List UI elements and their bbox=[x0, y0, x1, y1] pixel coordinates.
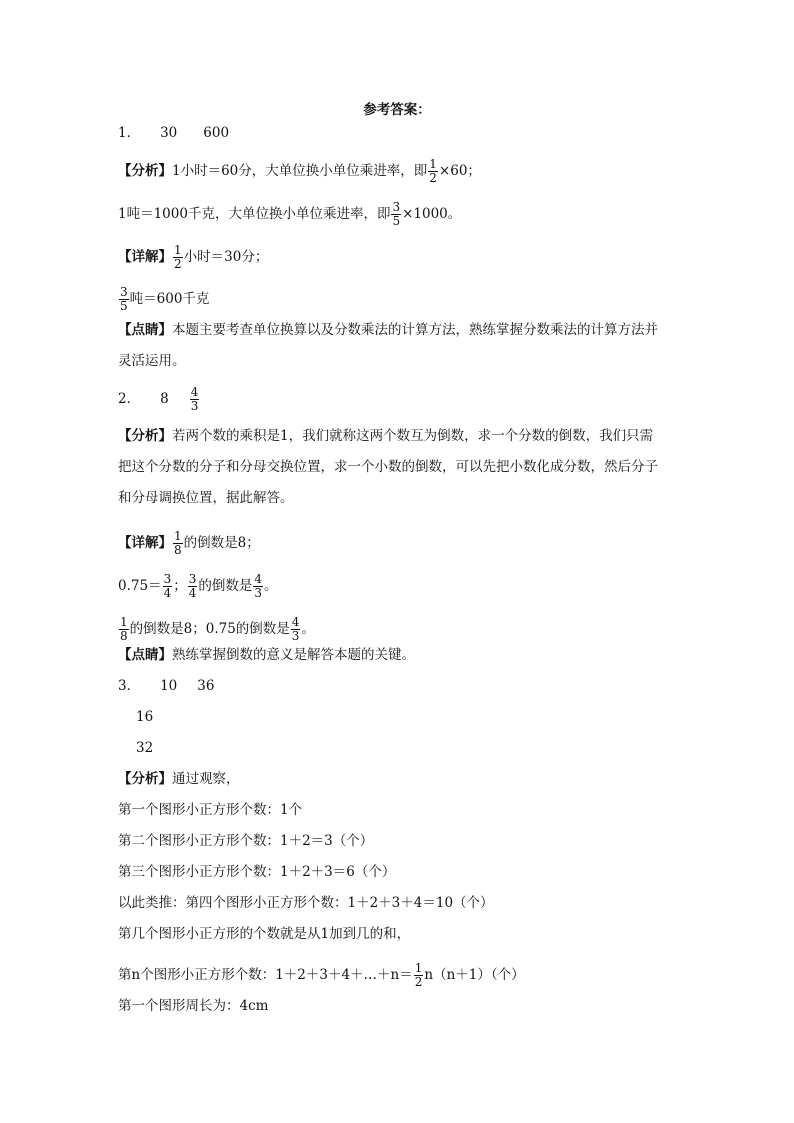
fraction: $\frac{3}{5}$ bbox=[392, 200, 401, 228]
q3-number: 3． bbox=[118, 678, 141, 694]
fraction: $\frac{3}{4}$ bbox=[163, 572, 172, 600]
q3-n-line: 第n个图形小正方形个数：1＋2＋3＋4＋…＋n＝ $\frac{1}{2}$ n（n＋1）（个） bbox=[118, 961, 525, 989]
q3-analysis: 【分析】通过观察， bbox=[118, 771, 240, 787]
fraction: $\frac{1}{8}$ bbox=[120, 615, 128, 643]
q1-number: 1． bbox=[118, 125, 141, 141]
fraction: $\frac{4}{3}$ bbox=[254, 572, 262, 600]
q3-line-5: 第几个图形小正方形的个数就是从1加到几的和， bbox=[118, 926, 411, 942]
q2-analysis: 【分析】若两个数的乘积是1，我们就称这两个数互为倒数，求一个分数的倒数，我们只需 bbox=[118, 428, 654, 444]
detail-tag: 【详解】 bbox=[118, 249, 172, 265]
q1-analysis: 【分析】1小时＝60分，大单位换小单位乘进率，即 $\frac{1}{2}$ ×60； bbox=[118, 157, 481, 185]
q1-analysis-text: 1小时＝60分，大单位换小单位乘进率，即 bbox=[172, 163, 428, 179]
fraction: $\frac{1}{8}$ bbox=[174, 529, 182, 557]
q3-line-2: 第二个图形小正方形个数：1＋2＝3（个） bbox=[118, 833, 374, 849]
q2-analysis-3: 和分母调换位置，据此解答。 bbox=[118, 490, 294, 506]
q3-last-line: 第一个图形周长为：4cm bbox=[118, 998, 269, 1014]
analysis-tag: 【分析】 bbox=[118, 771, 172, 787]
q2-answer-line bbox=[118, 386, 200, 413]
fraction: $\frac{1}{2}$ bbox=[174, 243, 182, 271]
q2-detail: 【详解】 $\frac{1}{8}$ 的倒数是8； bbox=[118, 529, 260, 557]
page-title: 参考答案： bbox=[363, 102, 431, 118]
analysis-tag: 【分析】 bbox=[118, 163, 172, 179]
q1-comment-2: 灵活运用。 bbox=[118, 353, 186, 369]
q2-number: 2． bbox=[118, 391, 141, 407]
fraction: $\frac{1}{2}$ bbox=[429, 157, 437, 185]
q1-detail: 【详解】 $\frac{1}{2}$ 小时＝30分； bbox=[118, 243, 269, 271]
q2-comment: 【点睛】熟练掌握倒数的意义是解答本题的关键。 bbox=[118, 647, 415, 663]
q1-detail-2: $\frac{3}{5}$ 吨＝600千克 bbox=[120, 285, 210, 313]
q1-comment: 【点睛】本题主要考查单位换算以及分数乘法的计算方法，熟练掌握分数乘法的计算方法并 bbox=[118, 322, 658, 338]
q1-analysis-2: 1吨＝1000千克，大单位换小单位乘进率，即 $\frac{3}{5}$ ×1000。 bbox=[118, 200, 462, 228]
q3-answer-4: 32 bbox=[136, 740, 154, 756]
detail-tag: 【详解】 bbox=[118, 535, 172, 551]
q3-answer-2: 36 bbox=[197, 678, 215, 694]
comment-tag: 【点睛】 bbox=[118, 322, 172, 338]
comment-tag: 【点睛】 bbox=[118, 647, 172, 663]
q1-answer-2: 600 bbox=[203, 125, 230, 141]
q3-line-4: 以此类推：第四个图形小正方形个数：1＋2＋3＋4＝10（个） bbox=[118, 895, 494, 911]
q3-line-1: 第一个图形小正方形个数：1个 bbox=[118, 802, 303, 818]
q3-line-3: 第三个图形小正方形个数：1＋2＋3＝6（个） bbox=[118, 864, 396, 880]
q2-answer-2: $\frac{4}{3}$ bbox=[190, 385, 199, 413]
q2-detail-3: $\frac{1}{8}$ 的倒数是8；0.75的倒数是 $\frac{4}{3}$ 。 bbox=[120, 615, 315, 643]
q2-analysis-2: 把这个分数的分子和分母交换位置，求一个小数的倒数，可以先把小数化成分数，然后分子 bbox=[118, 459, 658, 475]
q2-answer-1: 8 bbox=[160, 391, 169, 407]
fraction: $\frac{3}{4}$ bbox=[188, 572, 197, 600]
q2-detail-2: 0.75＝ $\frac{3}{4}$ ； $\frac{3}{4}$ 的倒数是 $\frac{4}{3}$ 。 bbox=[118, 572, 278, 600]
q3-answer-3: 16 bbox=[136, 709, 154, 725]
fraction: $\frac{3}{5}$ bbox=[120, 285, 128, 313]
fraction: $\frac{4}{3}$ bbox=[291, 615, 300, 643]
fraction: $\frac{1}{2}$ bbox=[414, 961, 423, 989]
q3-answer-1: 10 bbox=[160, 678, 178, 694]
q1-answer-1: 30 bbox=[160, 125, 178, 141]
q1-answer-line bbox=[118, 124, 229, 142]
analysis-tag: 【分析】 bbox=[118, 428, 172, 444]
q3-answer-line bbox=[118, 677, 214, 695]
